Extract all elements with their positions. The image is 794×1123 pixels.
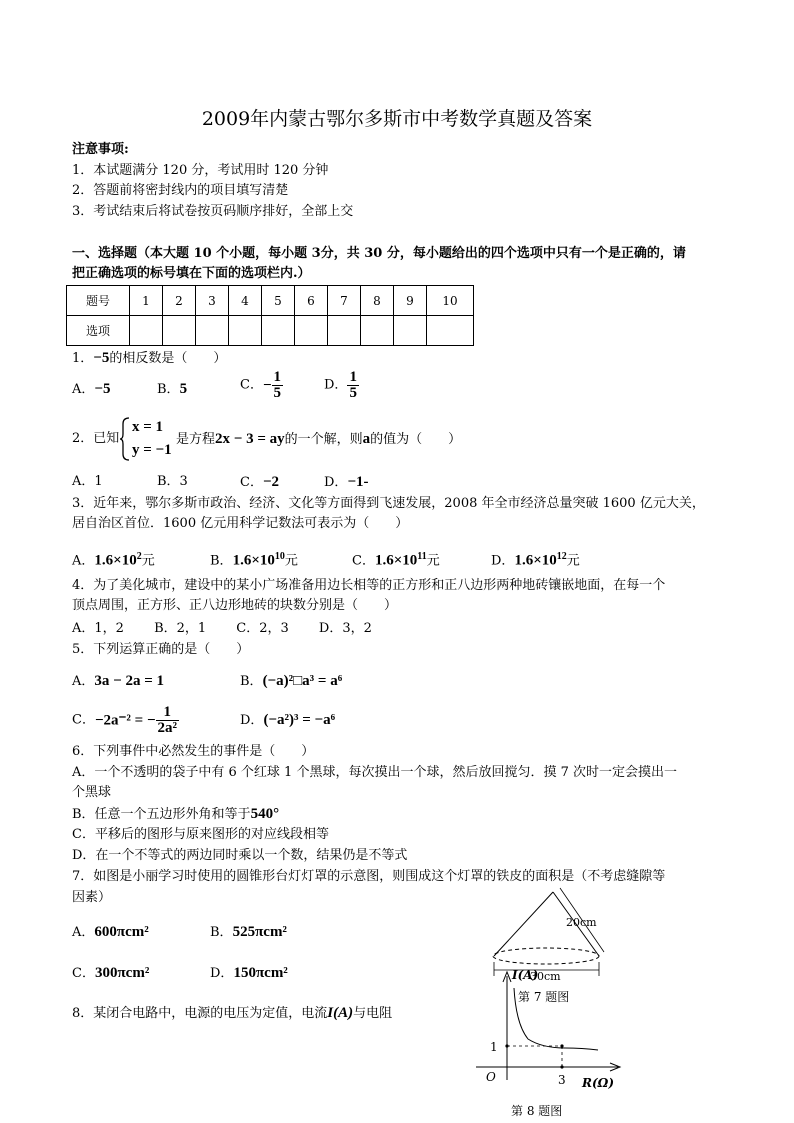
slant-label: 20cm (566, 916, 597, 929)
section-heading-cont: 把正确选项的标号填在下面的选项栏内.） (72, 266, 311, 281)
q6-option-b: B．任意一个五边形外角和等于540° (72, 806, 280, 822)
q1-option-c: C．− $\frac{1}{5}$ (240, 369, 282, 401)
q2-option-a: A．1 (72, 474, 103, 489)
notes-heading: 注意事项: (72, 142, 129, 157)
x-tick-dot (560, 1065, 563, 1068)
question-number: 4 (229, 286, 262, 316)
page-title: 2009年内蒙古鄂尔多斯市中考数学真题及答案 (201, 108, 593, 130)
inverse-curve (514, 988, 598, 1050)
answer-cell[interactable] (328, 316, 361, 346)
answer-cell[interactable] (295, 316, 328, 346)
question-number: 9 (394, 286, 427, 316)
curve-point (560, 1044, 563, 1047)
q6-option-d: D．在一个不等式的两边同时乘以一个数，结果仍是不等式 (72, 848, 408, 863)
system-eq-1: x = 1 (132, 419, 164, 435)
note-item: 1．本试题满分 120 分，考试用时 120 分钟 (72, 163, 329, 178)
question-3-stem-cont: 居自治区首位．1600 亿元用科学记数法可表示为（ ） (72, 516, 409, 531)
q4-options: A．1，2 B．2，1 C．2，3 D．3，2 (72, 621, 372, 636)
question-number: 1 (130, 286, 163, 316)
question-7-stem: 7．如图是小丽学习时使用的圆锥形台灯灯罩的示意图，则围成这个灯罩的铁皮的面积是（不考虑缝隙等 (72, 869, 666, 884)
answer-cell[interactable] (163, 316, 196, 346)
x-tick-label: 3 (558, 1073, 566, 1087)
q7-option-d: D．150πcm² (210, 965, 288, 981)
question-number: 3 (196, 286, 229, 316)
question-6-stem: 6．下列事件中必然发生的事件是（ ） (72, 744, 315, 759)
question-2-prefix: 2．已知 (72, 431, 120, 446)
question-number: 7 (328, 286, 361, 316)
q3-option-d: D．$1.6\times 10^{12}$元 (491, 551, 580, 569)
x-axis-label: R(Ω) (582, 1076, 615, 1090)
question-number: 8 (361, 286, 394, 316)
question-1-stem: 1．−5的相反数是（ ） (72, 350, 227, 366)
figure-7-caption: 第 7 题图 (518, 990, 570, 1004)
q6-option-c: C．平移后的图形与原来图形的对应线段相等 (72, 827, 329, 842)
answer-cell[interactable] (427, 316, 474, 346)
section-heading: 一、选择题（本大题 10 个小题，每小题 3分，共 30 分，每小题给出的四个选项中只有一个是正确的，请 (72, 246, 686, 261)
q7-option-c: C．300πcm² (72, 965, 150, 981)
question-number: 2 (163, 286, 196, 316)
question-5-stem: 5．下列运算正确的是（ ） (72, 642, 250, 657)
answer-cell[interactable] (196, 316, 229, 346)
answer-cell[interactable] (394, 316, 427, 346)
y-tick-dot (505, 1044, 508, 1047)
q7-option-b: B．525πcm² (210, 924, 287, 940)
y-tick-label: 1 (490, 1040, 498, 1054)
question-number: 6 (295, 286, 328, 316)
answer-table-option-label: 选项 (67, 316, 130, 346)
q2-option-d: D．−1- (324, 474, 369, 490)
note-item: 3．考试结束后将试卷按页码顺序排好，全部上交 (72, 204, 354, 219)
question-8-stem: 8．某闭合电路中，电源的电压为定值，电流I(A)与电阻 (72, 1005, 393, 1021)
question-4-stem-cont: 顶点周围，正方形、正八边形地砖的块数分别是（ ） (72, 598, 398, 613)
question-7-stem-cont: 因素） (72, 890, 112, 905)
q6-option-a: A．一个不透明的袋子中有 6 个红球 1 个黑球，每次摸出一个球，然后放回搅匀．摸 7 次时一定会摸出一 (72, 765, 677, 780)
y-axis-label: I(A) (512, 968, 539, 982)
q6-option-a-cont: 个黑球 (72, 785, 112, 800)
answer-cell[interactable] (130, 316, 163, 346)
note-item: 2．答题前将密封线内的项目填写清楚 (72, 183, 289, 198)
answer-table (66, 285, 474, 346)
q5-option-a: A．3a − 2a = 1 (72, 673, 164, 689)
q3-option-c: C．$1.6\times 10^{11}$元 (352, 551, 440, 569)
q5-option-d: D．(−a²)³ = −a⁶ (240, 712, 336, 728)
current-resistance-graph (470, 962, 630, 1100)
q2-option-b: B．3 (157, 474, 188, 489)
answer-cell[interactable] (262, 316, 295, 346)
question-3-stem: 3．近年来，鄂尔多斯市政治、经济、文化等方面得到飞速发展，2008 年全市经济总量突破 1600 亿元大关， (72, 496, 705, 511)
question-4-stem: 4．为了美化城市，建设中的某小广场准备用边长相等的正方形和正八边形两种地砖镶嵌地面，在每一个 (72, 578, 666, 593)
q3-option-a: A．$1.6\times 10^2$元 (72, 551, 155, 569)
q2-option-c: C．−2 (240, 474, 280, 490)
system-eq-2: y = −1 (132, 442, 172, 458)
question-2-stem: 是方程2x − 3 = ay的一个解，则a的值为（ ） (176, 431, 462, 447)
answer-table-header: 题号 (67, 286, 130, 316)
figure-8-caption: 第 8 题图 (511, 1104, 563, 1118)
q5-option-b: B．(−a)²□a³ = a⁶ (240, 673, 343, 689)
answer-cell[interactable] (229, 316, 262, 346)
origin-label: O (486, 1070, 496, 1084)
q3-option-b: B．$1.6\times 10^{10}$元 (210, 551, 298, 569)
q7-option-a: A．600πcm² (72, 924, 149, 940)
q5-option-c: C．−2a⁻² = − $\frac{1}{\text{2a²}}$ (72, 704, 178, 736)
question-number: 5 (262, 286, 295, 316)
diameter-label: 30cm (530, 970, 561, 980)
q1-option-a: A．−5 (72, 381, 111, 397)
cone-left-edge (494, 892, 553, 956)
brace-icon (119, 416, 131, 462)
question-number: 10 (427, 286, 474, 316)
q1-option-d: D． $\frac{1}{5}$ (324, 369, 357, 401)
answer-cell[interactable] (361, 316, 394, 346)
q1-option-b: B．5 (157, 381, 188, 397)
